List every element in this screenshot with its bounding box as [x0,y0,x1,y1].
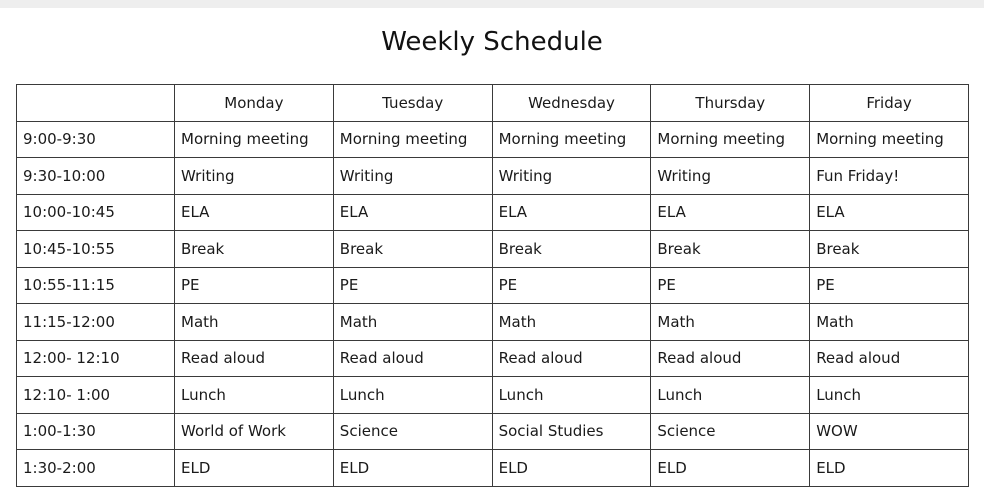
table-cell: Read aloud [651,340,810,377]
table-row [17,121,969,158]
table-row [17,304,969,341]
table-cell: WOW [810,413,969,450]
table-cell: Writing [492,158,651,195]
time-cell: 12:00- 12:10 [17,340,175,377]
table-cell: Morning meeting [651,121,810,158]
table-cell: ELD [333,450,492,487]
table-row [17,377,969,414]
day-header-tuesday: Tuesday [333,85,492,122]
table-cell: Read aloud [492,340,651,377]
day-header-friday: Friday [810,85,969,122]
time-cell: 10:55-11:15 [17,267,175,304]
table-cell: Morning meeting [810,121,969,158]
day-header-wednesday: Wednesday [492,85,651,122]
table-cell: Morning meeting [333,121,492,158]
table-row [17,450,969,487]
table-row [17,231,969,268]
table-cell: ELA [651,194,810,231]
table-cell: ELD [175,450,334,487]
table-cell: Math [810,304,969,341]
table-cell: Science [333,413,492,450]
table-cell: Read aloud [333,340,492,377]
table-cell: World of Work [175,413,334,450]
table-cell: Social Studies [492,413,651,450]
top-strip [0,0,984,8]
time-cell: 10:45-10:55 [17,231,175,268]
table-cell: ELA [492,194,651,231]
day-header-monday: Monday [175,85,334,122]
table-cell: ELA [333,194,492,231]
day-header-thursday: Thursday [651,85,810,122]
schedule-table [16,84,969,487]
table-cell: Math [175,304,334,341]
table-cell: Lunch [492,377,651,414]
table-cell: Read aloud [810,340,969,377]
table-cell: Break [333,231,492,268]
header-row [17,85,969,122]
table-cell: PE [651,267,810,304]
time-cell: 1:00-1:30 [17,413,175,450]
page-title: Weekly Schedule [381,27,603,57]
table-cell: Read aloud [175,340,334,377]
table-cell: Morning meeting [492,121,651,158]
table-cell: ELD [810,450,969,487]
table-row [17,340,969,377]
table-cell: PE [492,267,651,304]
table-cell: ELA [810,194,969,231]
table-cell: Math [333,304,492,341]
table-cell: ELD [492,450,651,487]
time-cell: 10:00-10:45 [17,194,175,231]
table-cell: Math [651,304,810,341]
table-cell: Break [810,231,969,268]
time-cell: 11:15-12:00 [17,304,175,341]
table-cell: Lunch [651,377,810,414]
table-cell: Science [651,413,810,450]
table-row [17,413,969,450]
table-cell: PE [333,267,492,304]
table-row [17,158,969,195]
table-cell: ELD [651,450,810,487]
table-cell: Lunch [175,377,334,414]
table-row [17,194,969,231]
table-cell: Writing [651,158,810,195]
table-cell: Fun Friday! [810,158,969,195]
corner-cell [17,85,175,122]
table-cell: Writing [333,158,492,195]
table-cell: PE [810,267,969,304]
table-cell: Break [651,231,810,268]
table-cell: ELA [175,194,334,231]
time-cell: 1:30-2:00 [17,450,175,487]
table-cell: Break [492,231,651,268]
table-cell: Break [175,231,334,268]
table-cell: PE [175,267,334,304]
table-cell: Morning meeting [175,121,334,158]
table-cell: Lunch [333,377,492,414]
table-cell: Math [492,304,651,341]
table-cell: Lunch [810,377,969,414]
time-cell: 12:10- 1:00 [17,377,175,414]
time-cell: 9:00-9:30 [17,121,175,158]
table-row [17,267,969,304]
table-cell: Writing [175,158,334,195]
time-cell: 9:30-10:00 [17,158,175,195]
